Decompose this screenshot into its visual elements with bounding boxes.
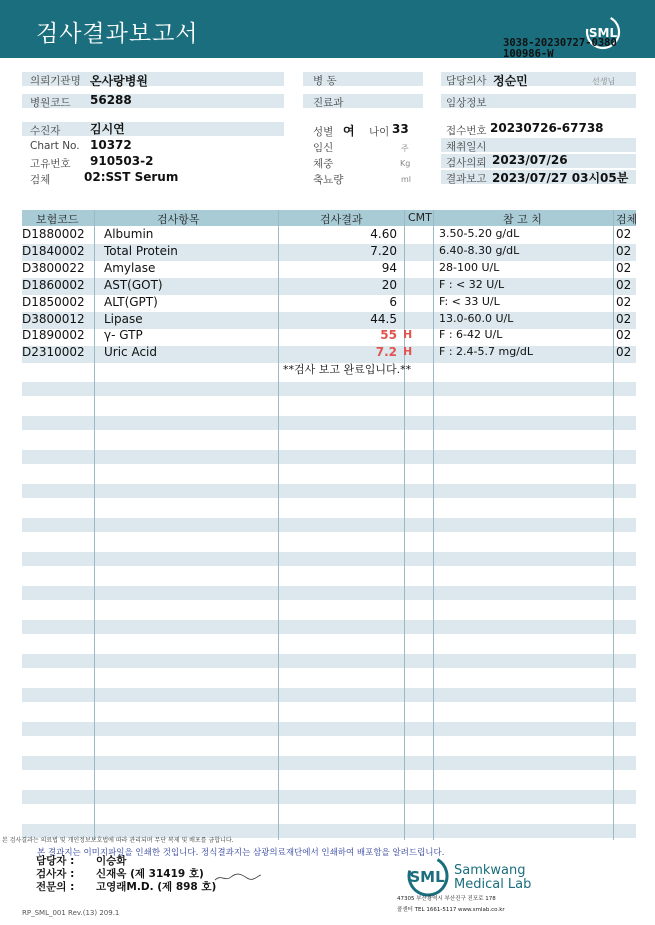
row-item: γ- GTP <box>104 328 143 343</box>
row-specimen: 02 <box>616 328 632 343</box>
row-reference: 28-100 U/L <box>439 260 500 274</box>
header-code: 보험코드 <box>36 213 79 226</box>
row-result: 4.60 <box>370 227 397 241</box>
row-code: D3800022 <box>22 260 85 275</box>
dept-label: 진료과 <box>313 97 344 109</box>
row-result: 94 <box>381 260 397 275</box>
col-divider <box>613 210 614 840</box>
patient-value: 김시연 <box>90 122 125 136</box>
weight-unit: Kg <box>400 159 411 168</box>
table-stripe <box>22 688 636 702</box>
row-result: 7.2 <box>375 345 397 360</box>
row-code: D1860002 <box>22 277 85 292</box>
sex-value: 여 <box>343 124 355 138</box>
preg-unit: 주 <box>401 144 409 153</box>
col-divider <box>433 210 434 840</box>
report-label: 결과보고 <box>446 173 487 185</box>
row-item: Lipase <box>104 311 143 326</box>
row-specimen: 02 <box>616 260 632 275</box>
row-result: 44.5 <box>370 311 397 326</box>
row-reference: F : 2.4-5.7 mg/dL <box>439 345 533 359</box>
signer-tester: 검사자 : 신재옥 (제 31419 호) <box>36 868 204 880</box>
col-divider <box>94 210 95 840</box>
table-stripe <box>22 484 636 498</box>
table-stripe <box>22 586 636 600</box>
receipt-label: 접수번호 <box>446 125 487 137</box>
urine-label: 축뇨량 <box>313 174 344 186</box>
clinical-label: 임상정보 <box>446 97 487 109</box>
row-item: AST(GOT) <box>104 277 163 292</box>
header-result: 검사결과 <box>320 213 363 226</box>
specimen-label: 검체 <box>30 174 51 186</box>
ward-label: 병 동 <box>313 75 337 87</box>
table-stripe <box>22 450 636 464</box>
header-item: 검사항목 <box>157 213 200 226</box>
specimen-value: 02:SST Serum <box>84 170 179 184</box>
report-value: 2023/07/27 03시05분 <box>492 171 629 185</box>
institution-label: 의뢰기관명 <box>30 75 81 87</box>
sex-label: 성별 <box>313 126 334 138</box>
id-value: 910503-2 <box>90 154 154 168</box>
table-stripe <box>22 790 636 804</box>
chart-label: Chart No. <box>30 140 80 152</box>
row-code: D3800012 <box>22 311 85 326</box>
report-complete-note: **검사 보고 완료입니다.** <box>283 363 412 376</box>
row-code: D1840002 <box>22 243 85 258</box>
row-reference: 6.40-8.30 g/dL <box>439 243 520 257</box>
header-cmt: CMT <box>408 211 432 224</box>
lab-address: 47305 부산광역시 부산진구 진포로 178 <box>397 896 496 902</box>
patient-label: 수진자 <box>30 125 61 137</box>
fine-print: 본 검사결과는 의료법 및 개인정보보호법에 따라 관리되며 무단 복제 및 배포를 금합니다. <box>2 837 234 844</box>
table-stripe <box>22 382 636 396</box>
row-reference: 13.0-60.0 U/L <box>439 311 514 325</box>
table-stripe <box>22 518 636 532</box>
doctor-value: 정순민 <box>493 74 528 88</box>
row-specimen: 02 <box>616 277 632 292</box>
logo-text: SML <box>588 26 618 40</box>
urine-unit: ml <box>401 175 412 184</box>
lab-contact: 콜센터 TEL 1661-5117 www.smlab.co.kr <box>397 907 505 913</box>
row-item: Amylase <box>104 260 156 275</box>
table-stripe <box>22 722 636 736</box>
receipt-value: 20230726-67738 <box>490 121 604 135</box>
row-flag: H <box>403 328 413 342</box>
hospital-code-label: 병원코드 <box>30 97 71 109</box>
row-item: Total Protein <box>104 243 178 258</box>
sml-footer-logo-icon <box>405 851 453 899</box>
header-specimen: 검체 <box>616 213 638 226</box>
table-stripe <box>22 756 636 770</box>
print-notice: 본 결과지는 이미지파일을 인쇄한 것입니다. 정식결과지는 삼광의료재단에서 인쇄하여 배포함을 알려드립니다. <box>37 848 445 858</box>
row-result: 20 <box>381 277 397 292</box>
row-result: 55 <box>380 328 397 343</box>
row-reference: 3.50-5.20 g/dL <box>439 227 520 240</box>
row-item: Albumin <box>104 227 154 241</box>
form-revision: RP_SML_001 Rev.(13) 209.1 <box>22 909 120 917</box>
collect-label: 채취일시 <box>446 141 487 153</box>
age-value: 33 <box>392 122 409 136</box>
row-specimen: 02 <box>616 294 632 309</box>
signer-staff: 담당자 : 이승화 <box>36 855 127 867</box>
row-reference: F : 6-42 U/L <box>439 328 503 342</box>
row-result: 7.20 <box>370 243 397 258</box>
table-stripe <box>22 416 636 430</box>
row-specimen: 02 <box>616 311 632 326</box>
preg-label: 임신 <box>313 142 334 154</box>
row-reference: F: < 33 U/L <box>439 294 500 308</box>
svg-text:SML: SML <box>409 868 445 886</box>
age-label: 나이 <box>369 126 390 138</box>
table-stripe <box>22 654 636 668</box>
row-specimen: 02 <box>616 227 632 241</box>
table-stripe <box>22 620 636 634</box>
chart-value: 10372 <box>90 138 132 152</box>
row-specimen: 02 <box>616 345 632 360</box>
document-number: 3038-20230727-0380 100986-W <box>503 37 617 60</box>
doctor-suffix: 선생님 <box>592 77 616 86</box>
row-code: D1890002 <box>22 328 85 343</box>
col-divider <box>404 210 405 840</box>
row-code: D1880002 <box>22 227 85 241</box>
row-result: 6 <box>389 294 397 309</box>
header-ref: 참 고 치 <box>503 213 542 226</box>
doctor-label: 담당의사 <box>446 75 487 87</box>
row-reference: F : < 32 U/L <box>439 277 505 291</box>
row-item: Uric Acid <box>104 345 158 360</box>
request-value: 2023/07/26 <box>492 153 568 167</box>
table-stripe <box>22 552 636 566</box>
row-item: ALT(GPT) <box>104 294 158 309</box>
row-flag: H <box>403 345 413 359</box>
id-label: 고유번호 <box>30 158 71 170</box>
hospital-code-value: 56288 <box>90 93 132 107</box>
request-label: 검사의뢰 <box>446 157 487 169</box>
lab-name: Samkwang Medical Lab <box>454 863 532 892</box>
signer-specialist: 전문의 : 고영래M.D. (제 898 호) <box>36 881 217 893</box>
weight-label: 체중 <box>313 158 334 170</box>
signature-icon <box>213 868 263 886</box>
row-specimen: 02 <box>616 243 632 258</box>
institution-value: 온사랑병원 <box>90 74 148 88</box>
report-title: 검사결과보고서 <box>36 21 199 47</box>
row-code: D1850002 <box>22 294 85 309</box>
row-code: D2310002 <box>22 345 85 360</box>
